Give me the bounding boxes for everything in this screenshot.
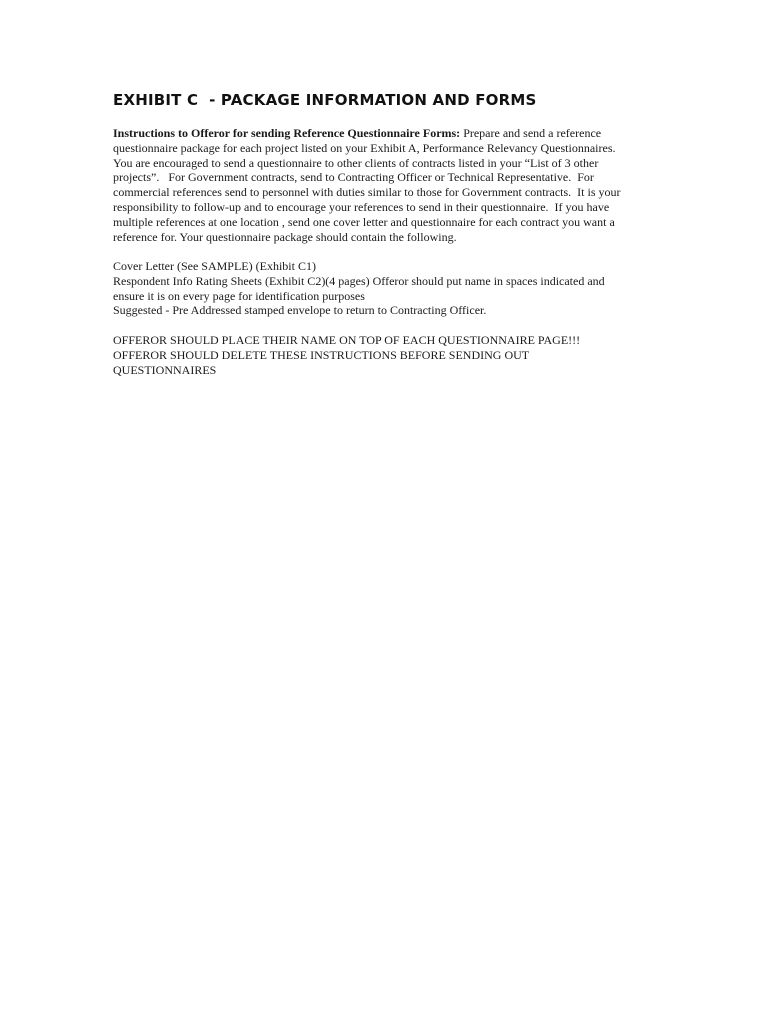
instructions-paragraph <box>113 126 673 244</box>
package-item: ensure it is on every page for identification purposes <box>113 288 365 303</box>
instructions-first-line <box>113 126 673 141</box>
package-items-list <box>113 259 673 318</box>
instructions-line: reference for. Your questionnaire package should contain the following. <box>113 229 457 244</box>
package-item: Suggested - Pre Addressed stamped envelope to return to Contracting Officer. <box>113 303 487 318</box>
instructions-lead: Instructions to Offeror for sending Reference Questionnaire Forms: <box>113 126 461 140</box>
instructions-line: Prepare and send a reference <box>460 126 602 140</box>
instructions-line: commercial references send to personnel with duties similar to those for Government contracts. It is your <box>113 185 621 200</box>
package-item: Respondent Info Rating Sheets (Exhibit C2)(4 pages) Offeror should put name in spaces indicated and <box>113 273 605 288</box>
notice-line: QUESTIONNAIRES <box>113 362 217 377</box>
offeror-notice <box>113 333 673 377</box>
instructions-line: responsibility to follow-up and to encourage your references to send in their questionnaire. If you have <box>113 199 610 214</box>
instructions-line: questionnaire package for each project listed on your Exhibit A, Performance Relevancy Questionnaires. <box>113 140 616 155</box>
package-item: Cover Letter (See SAMPLE) (Exhibit C1) <box>113 259 316 273</box>
instructions-line: projects”. For Government contracts, send to Contracting Officer or Technical Representative. For <box>113 170 594 185</box>
notice-line: OFFEROR SHOULD DELETE THESE INSTRUCTIONS BEFORE SENDING OUT <box>113 347 530 362</box>
instructions-line: You are encouraged to send a questionnaire to other clients of contracts listed in your “List of 3 other <box>113 155 599 170</box>
instructions-line: multiple references at one location , send one cover letter and questionnaire for each contract you want a <box>113 214 615 229</box>
notice-line: OFFEROR SHOULD PLACE THEIR NAME ON TOP OF EACH QUESTIONNAIRE PAGE!!! <box>113 333 581 347</box>
exhibit-heading: EXHIBIT C - PACKAGE INFORMATION AND FORMS <box>113 91 537 109</box>
